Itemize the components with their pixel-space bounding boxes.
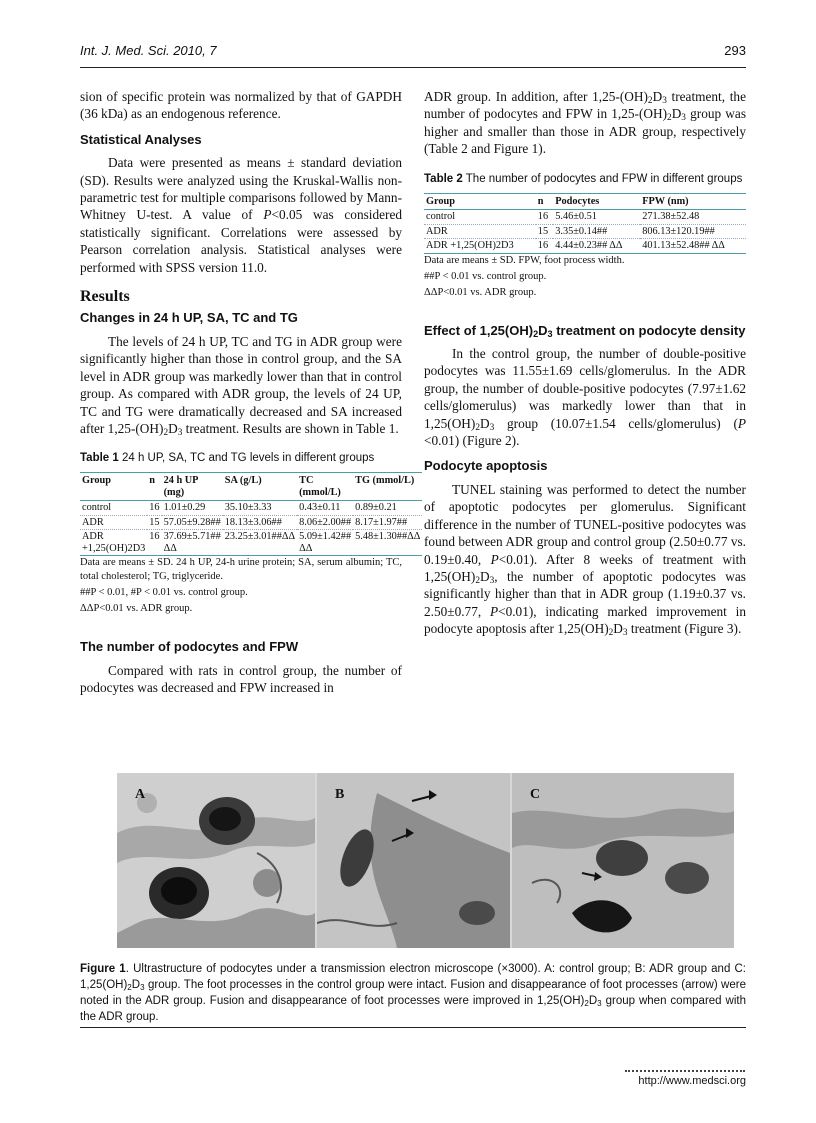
journal-citation: Int. J. Med. Sci. 2010, 7 — [80, 43, 217, 58]
table-row — [80, 501, 422, 516]
table-cell: 16 — [536, 210, 553, 225]
footer-url-link[interactable]: http://www.medsci.org — [638, 1075, 746, 1087]
table-cell: 15 — [149, 516, 160, 528]
figure-panel-label-b: B — [335, 787, 345, 802]
podocytes-fpw-heading: The number of podocytes and FPW — [80, 639, 299, 655]
table2-header: Group — [424, 193, 536, 210]
table1-header: n — [147, 473, 161, 501]
table1-header: TC (mmol/L) — [297, 473, 353, 501]
table-cell: control — [424, 210, 536, 225]
table2-note-adr: ΔΔP<0.01 vs. ADR group. — [424, 286, 537, 298]
table-cell: 16 — [147, 530, 161, 556]
figure-panel-c — [512, 773, 734, 948]
podocytes-fpw-paragraph: Compared with rats in control group, the number of podocytes was decreased and FPW increased in — [80, 662, 402, 696]
footer-divider — [625, 1070, 745, 1072]
table-cell: ADR +1,25(OH)2D3 — [424, 239, 536, 254]
figure-panel-a — [117, 773, 315, 948]
table-cell: 23.25±3.01##ΔΔ — [223, 530, 297, 556]
table-cell: 15 — [536, 224, 553, 239]
table-row — [424, 210, 746, 225]
page-number: 293 — [724, 43, 746, 58]
effect-heading: Effect of $1,25(OH)_2D_3$ treatment on podocyte density — [424, 322, 746, 339]
table1-note-adr: ΔΔP<0.01 vs. ADR group. — [80, 603, 193, 615]
table2 — [424, 193, 746, 254]
figure-panel-label-a: A — [135, 787, 146, 802]
table-row — [424, 239, 746, 254]
table-cell: ADR — [424, 224, 536, 239]
table-cell: control — [80, 501, 147, 516]
table-row — [80, 515, 422, 530]
apoptosis-paragraph: TUNEL staining was performed to detect the number of apoptotic podocytes per glomerulus. Significant difference in the number of TUNEL-positive podocytes was found between ADR group and control group (2.50±0.77 vs. 0.19±0.40, P<0.01). After 8 weeks of treatment with $1,25(OH)_2D_3$, the number of apoptotic podocytes was significantly higher than that in ADR group (1.19±0.37 vs. 2.50±0.77, P<0.01), indicating marked improvement in podocyte apoptosis after $1,25(OH)_2D_3$ treatment (Figure 3). — [424, 481, 746, 639]
header-rule — [80, 67, 746, 68]
figure-1 — [117, 773, 734, 948]
table1-header: TG (mmol/L) — [353, 473, 422, 501]
changes-heading: Changes in 24 h UP, SA, TC and TG — [80, 310, 298, 326]
apoptosis-heading: Podocyte apoptosis — [424, 458, 548, 474]
statistical-analyses-paragraph: Data were presented as means ± standard deviation (SD). Results were analyzed using the Kruskal-Wallis non-parametric test for multiple comparisons followed by Mann-Whitney U-test. A value of P<0.05 was considered statistically significant. Correlations were assessed by Pearson correlation analysis. Statistical analyses were performed with SPSS version 11.0. — [80, 155, 403, 275]
table-cell: 35.10±3.33 — [223, 501, 297, 516]
table-cell: 57.05±9.28## — [163, 516, 221, 528]
table-cell: ADR +1,25(OH)2D3 — [82, 531, 146, 554]
table-cell: 16 — [536, 239, 553, 254]
figure-panel-b — [317, 773, 510, 948]
table1-header: 24 h UP (mg) — [162, 473, 223, 501]
micrograph-b-image — [317, 773, 510, 948]
micrograph-a-image — [117, 773, 315, 948]
table-cell: 5.46±0.51 — [553, 210, 640, 225]
table1-header: Group — [80, 473, 147, 501]
changes-paragraph: The levels of 24 h UP, TC and TG in ADR group were significantly higher than those in control group, and the SA level in ADR group was markedly lower than that in control group. As compared with ADR group, the levels of 24 UP, TC and TG were dramatically decreased and SA increased after $1,25-(OH)_2D_3$ treatment. Results are shown in Table 1. — [80, 333, 402, 438]
table2-header: Podocytes — [553, 193, 640, 210]
figure-panel-label-c: C — [530, 787, 541, 802]
intro-paragraph: sion of specific protein was normalized by that of GAPDH (36 kDa) as an endogenous reference. — [80, 89, 402, 122]
results-heading: Results — [80, 288, 130, 306]
table1 — [80, 472, 422, 556]
table-cell: 5.09±1.42## ΔΔ — [299, 531, 352, 554]
table-cell: ADR — [80, 515, 147, 530]
table-cell: 0.43±0.11 — [297, 501, 353, 516]
table-cell: 401.13±52.48## ΔΔ — [640, 239, 746, 254]
table-cell: 1.01±0.29 — [162, 501, 223, 516]
figure-rule — [80, 1027, 746, 1028]
continuation-paragraph: ADR group. In addition, after $1,25-(OH)_2D_3$ treatment, the number of podocytes and FPW in $1,25-(OH)_2D_3$ group was higher and smaller than those in ADR group, respectively (Table 2 and Figure 1). — [424, 89, 746, 157]
table-cell: 4.44±0.23## ΔΔ — [553, 239, 640, 254]
table1-header: SA (g/L) — [223, 473, 297, 501]
table1-caption: Table 1 24 h UP, SA, TC and TG levels in different groups — [80, 452, 375, 465]
table2-header: n — [536, 193, 553, 210]
table-cell: 37.69±5.71## ΔΔ — [163, 531, 221, 554]
table-row — [80, 530, 422, 556]
micrograph-c-image — [512, 773, 734, 948]
table-cell: 0.89±0.21 — [353, 501, 422, 516]
table-row — [424, 224, 746, 239]
table-cell: 16 — [149, 502, 160, 514]
effect-paragraph: In the control group, the number of double-positive podocytes was 11.55±1.69 cells/glomerulus. In the ADR group, the number of double-positive podocytes (7.97±1.62 cells/glomerulus) was markedly lower than that in $1,25(OH)_2D_3$ group (10.07±1.54 cells/glomerulus) (P <0.01) (Figure 2). — [424, 346, 746, 449]
table1-note: Data are means ± SD. 24 h UP, 24-h urine protein; SA, serum albumin; TC, total cholesterol; TG, triglyceride. — [80, 557, 402, 583]
table-cell: 3.35±0.14## — [553, 224, 640, 239]
table-cell: 271.38±52.48 — [640, 210, 746, 225]
table2-note: Data are means ± SD. FPW, foot process width. — [424, 254, 625, 266]
table-cell: 806.13±120.19## — [640, 224, 746, 239]
figure-1-caption: Figure 1. Ultrastructure of podocytes under a transmission electron microscope (×3000). A: control group; B: ADR group and C: $1,25(OH)_2D_3$ group. The foot processes in the control group were intact. Fusion and disappearance of foot processes (arrow) were noted in the ADR group. Fusion and disappearance of foot processes were improved in $1,25(OH)_2D_3$ group when compared with the ADR group. — [80, 963, 747, 1023]
table2-note-significance: ##P < 0.01 vs. control group. — [424, 270, 547, 282]
statistical-analyses-heading: Statistical Analyses — [80, 131, 202, 147]
table-cell: 5.48±1.30##ΔΔ — [353, 530, 422, 556]
table-cell: 8.06±2.00## — [299, 516, 352, 528]
right-column — [424, 88, 746, 640]
table-cell: 18.13±3.06## — [223, 515, 297, 530]
table2-caption: Table 2 The number of podocytes and FPW in different groups — [424, 172, 743, 185]
table2-header: FPW (nm) — [640, 193, 746, 210]
table-cell: 8.17±1.97## — [353, 515, 422, 530]
table1-note-significance: ##P < 0.01, #P < 0.01 vs. control group. — [80, 587, 248, 599]
left-column — [80, 88, 421, 699]
